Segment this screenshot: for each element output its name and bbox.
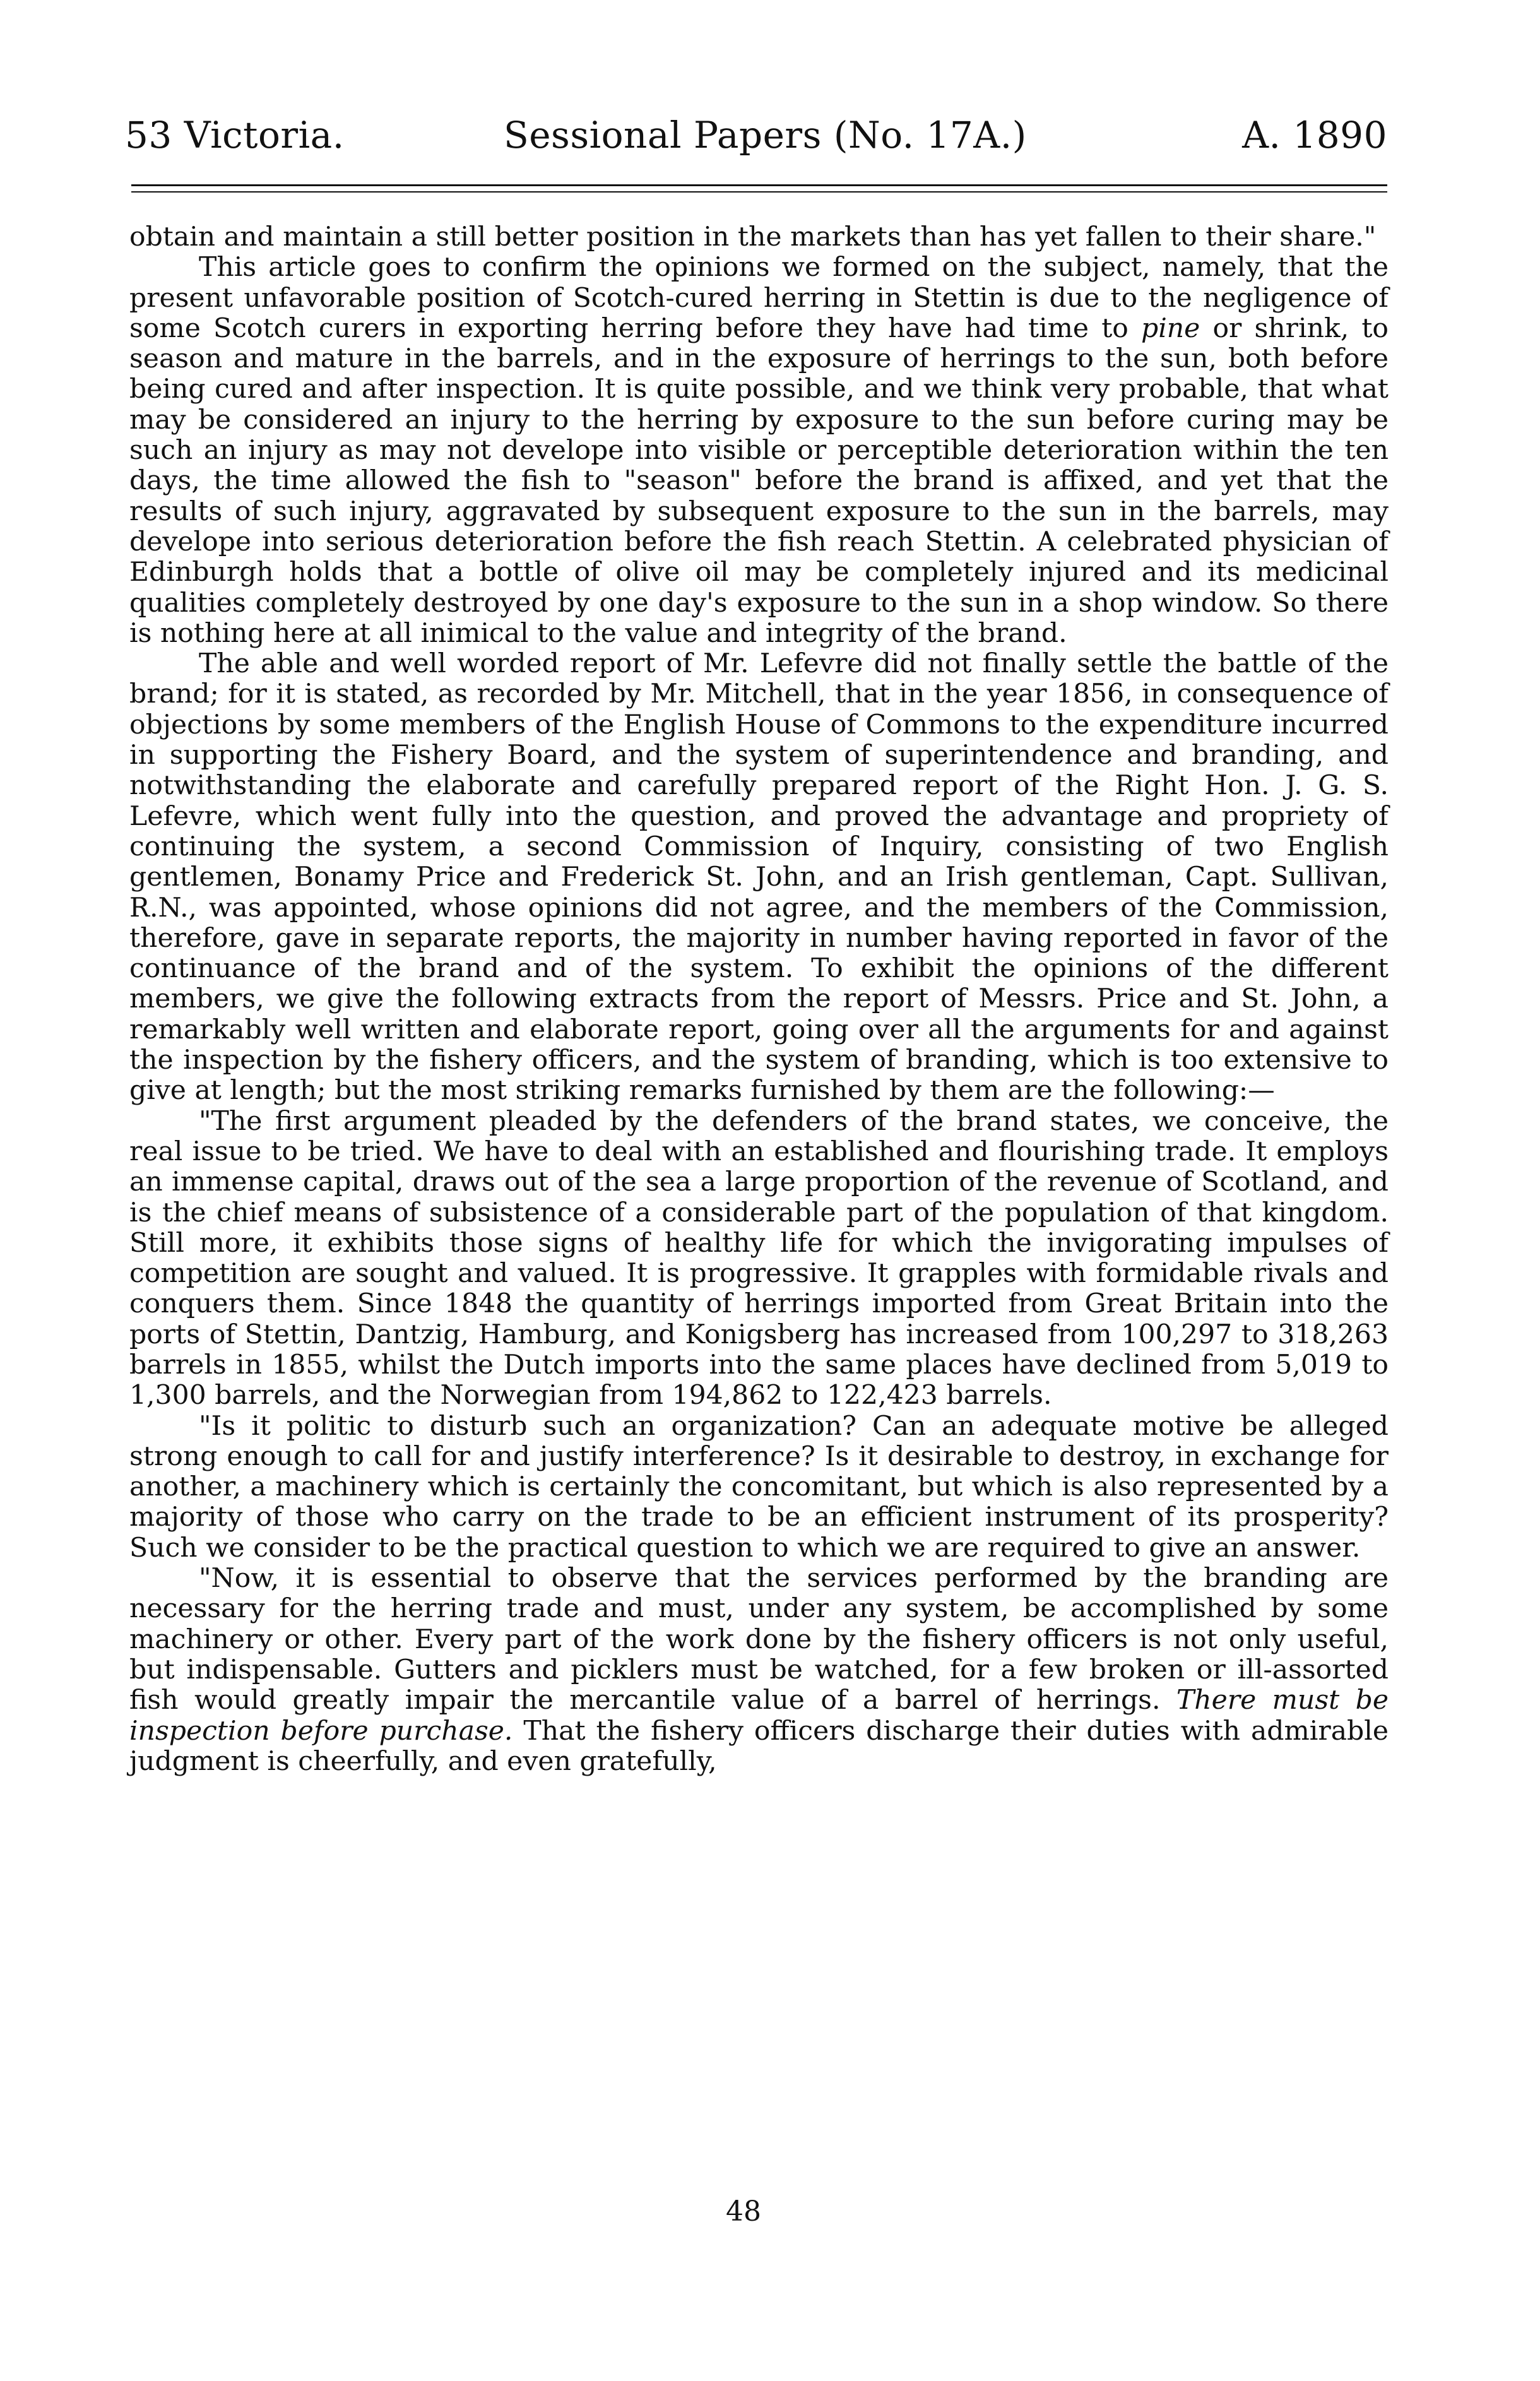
- page-body: [129, 222, 1389, 1777]
- paragraph-quote-services: "Now, it is essential to observe that the services performed by the branding are necessary for the herring trade and must, under any system, be accomplished by some machinery or other. Every part of the work done by the fishery officers is not only useful, but indispensable. Gutters and picklers must be watched, for a few broken or ill-assorted fish would greatly impair the mercantile value of a barrel of herrings. There must be inspection before purchase. That the fishery officers discharge their duties with admirable judgment is cheerfully, and even gratefully,: [129, 1563, 1389, 1777]
- italic-phrase: pine: [1141, 312, 1200, 344]
- header-session: 53 Victoria.: [125, 114, 345, 157]
- paragraph-continuation: obtain and maintain a still better position in the markets than has yet fallen to their share.": [129, 222, 1377, 252]
- header-rule-top: [131, 184, 1387, 186]
- paragraph-quote-politic: "Is it politic to disturb such an organization? Can an adequate motive be alleged strong enough to call for and justify interference? Is it desirable to destroy, in exchange for another, a machinery which is certainly the concomitant, but which is also represented by a majority of those who carry on the trade to be an efficient instrument of its prosperity? Such we consider to be the practical question to which we are required to give an answer.: [129, 1410, 1389, 1564]
- page-number: 48: [726, 2195, 761, 2228]
- running-header: [125, 114, 1387, 158]
- paragraph-article-opinion: This article goes to confirm the opinions we formed on the subject, namely, that the present unfavorable position of Scotch-cured herring in Stettin is due to the negligence of some Scotch curers in exporting herring before they have had time to pine or shrink, to season and mature in the barrels, and in the exposure of herrings to the sun, both before being cured and after inspection. It is quite possible, and we think very probable, that what may be considered an injury to the herring by exposure to the sun before curing may be such an injury as may not develope into visible or perceptible deterioration within the ten days, the time allowed the fish to "season" before the brand is affixed, and yet that the results of such injury, aggravated by subsequent exposure to the sun in the barrels, may develope into serious deterioration before the fish reach Stettin. A celebrated physician of Edinburgh holds that a bottle of olive oil may be completely injured and its medicinal qualities completely destroyed by one day's exposure to the sun in a shop window. So there is nothing here at all inimical to the value and integrity of the brand.: [129, 252, 1389, 649]
- header-year: A. 1890: [1242, 114, 1387, 157]
- header-title: Sessional Papers (No. 17A.): [504, 114, 1027, 157]
- italic-phrase: There must be inspection before purchase.: [129, 1685, 1389, 1747]
- paragraph-quote-first-argument: "The first argument pleaded by the defenders of the brand states, we conceive, the real issue to be tried. We have to deal with an established and flourishing trade. It employs an immense capital, draws out of the sea a large proportion of the revenue of Scotland, and is the chief means of subsistence of a considerable part of the population of that kingdom. Still more, it exhibits those signs of healthy life for which the invigorating impulses of competition are sought and valued. It is progressive. It grapples with formidable rivals and conquers them. Since 1848 the quantity of herrings imported from Great Britain into the ports of Stettin, Dantzig, Hamburg, and Konigsberg has increased from 100,297 to 318,263 barrels in 1855, whilst the Dutch imports into the same places have declined from 5,019 to 1,300 barrels, and the Norwegian from 194,862 to 122,423 barrels.: [129, 1105, 1389, 1411]
- paragraph-lefevre-report: The able and well worded report of Mr. Lefevre did not finally settle the battle of the brand; for it is stated, as recorded by Mr. Mitchell, that in the year 1856, in consequence of objections by some members of the English House of Commons to the expenditure incurred in supporting the Fishery Board, and the system of superintendence and branding, and notwithstanding the elaborate and carefully prepared report of the Right Hon. J. G. S. Lefevre, which went fully into the question, and proved the advantage and propriety of continuing the system, a second Commission of Inquiry, consisting of two English gentlemen, Bonamy Price and Frederick St. John, and an Irish gentleman, Capt. Sullivan, R.N., was appointed, whose opinions did not agree, and the members of the Commission, therefore, gave in separate reports, the majority in number having reported in favor of the continuance of the brand and of the system. To exhibit the opinions of the different members, we give the following extracts from the report of Messrs. Price and St. John, a remarkably well written and elaborate report, going over all the arguments for and against the inspection by the fishery officers, and the system of branding, which is too extensive to give at length; but the most striking remarks furnished by them are the following:—: [129, 648, 1389, 1107]
- header-rule-bottom: [131, 191, 1387, 193]
